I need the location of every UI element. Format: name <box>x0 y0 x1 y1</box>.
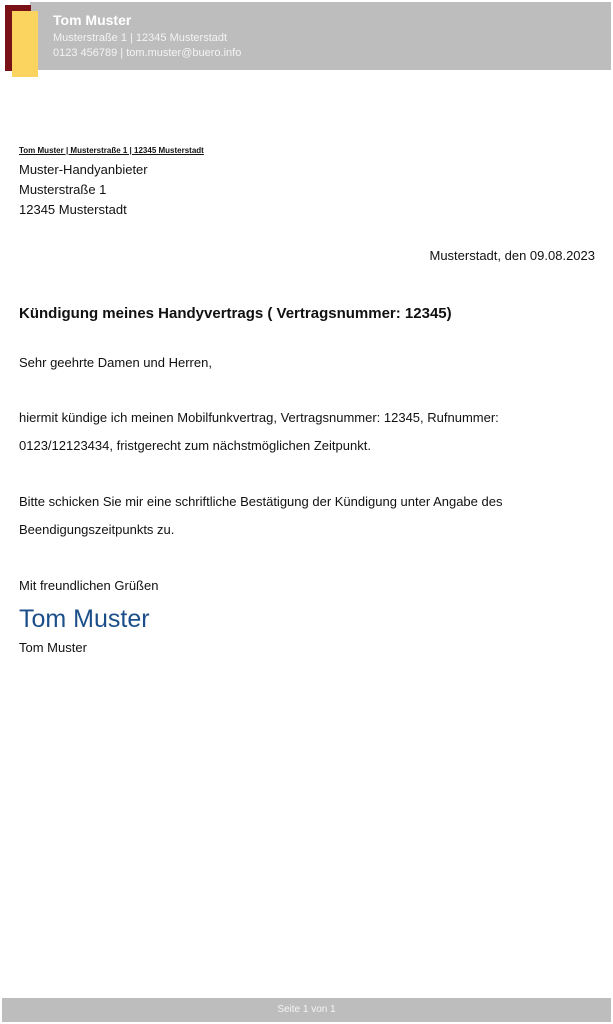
recipient-line: Musterstraße 1 <box>19 182 107 197</box>
body-paragraph: hiermit kündige ich meinen Mobilfunkvertrag, Vertragsnummer: 12345, Rufnummer: 0123/12123434, fristgerecht zum nächstmöglichen Zeitpunkt. <box>19 410 499 453</box>
salutation: Sehr geehrte Damen und Herren, <box>19 355 212 370</box>
sender-name: Tom Muster <box>53 12 132 28</box>
sender-address: Musterstraße 1 | 12345 Musterstadt <box>53 32 228 44</box>
body-paragraph: Bitte schicken Sie mir eine schriftliche Bestätigung der Kündigung unter Angabe des Beendigungszeitpunkts zu. <box>19 494 503 537</box>
closing: Mit freundlichen Grüßen <box>19 578 159 593</box>
date-line: Musterstadt, den 09.08.2023 <box>429 248 595 263</box>
accent-block-yellow <box>12 11 38 77</box>
signature-name: Tom Muster <box>19 640 87 655</box>
recipient-line: Muster-Handyanbieter <box>19 162 148 177</box>
page-number: Seite 1 von 1 <box>277 1004 336 1015</box>
footer-bar <box>2 998 611 1022</box>
sender-contact: 0123 456789 | tom.muster@buero.info <box>53 47 242 59</box>
recipient-line: 12345 Musterstadt <box>19 202 127 217</box>
signature: Tom Muster <box>19 605 150 633</box>
recipient-block <box>19 160 148 220</box>
return-address: Tom Muster | Musterstraße 1 | 12345 Musterstadt <box>19 146 204 155</box>
subject-line: Kündigung meines Handyvertrags ( Vertragsnummer: 12345) <box>19 305 452 322</box>
